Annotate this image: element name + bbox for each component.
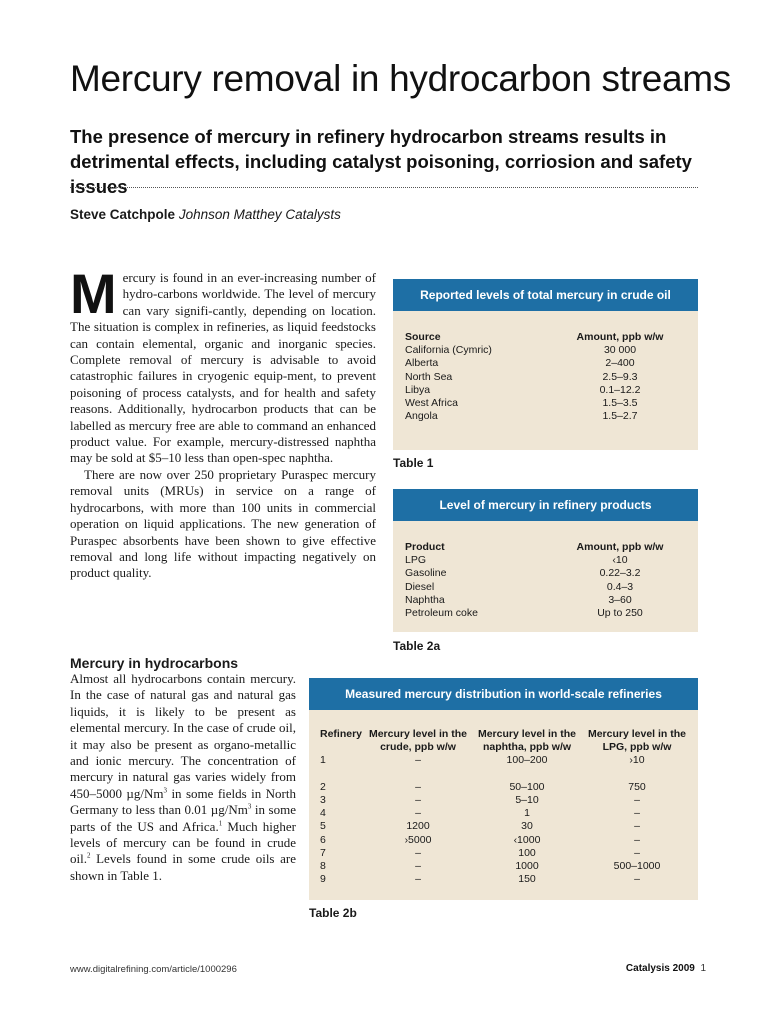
article-title: Mercury removal in hydrocarbon streams (70, 58, 731, 99)
table-cell: ›10 (629, 754, 645, 767)
table-cell: Up to 250 (597, 607, 643, 620)
table-cell: Alberta (405, 357, 439, 370)
table-cell: 1.5–2.7 (602, 410, 638, 423)
table-cell: ‹1000 (513, 833, 541, 846)
table-row (405, 567, 685, 580)
table-row (405, 581, 685, 594)
table-row (405, 410, 685, 423)
table-cell: California (Cymric) (405, 344, 492, 357)
puraspec-paragraph: There are now over 250 proprietary Puraspec mercury removal units (MRUs) in service on a range of hydrocarbons, with more than 100 units in commercial operation on liquid applications. The new generation of Puraspec absorbents have been shown to give effective removal and long life without impacting negatively on product quality. (70, 466, 376, 581)
table-cell: 150 (518, 873, 536, 886)
table-cell: 2 (320, 780, 326, 793)
table-1-title: Reported levels of total mercury in crude oil (393, 279, 698, 311)
table-2b (309, 678, 698, 900)
drop-cap: M (70, 262, 117, 325)
hydrocarbons-column (70, 671, 296, 884)
table-cell: Naphtha (405, 593, 445, 606)
table-cell: – (415, 873, 421, 886)
table-row (320, 820, 690, 833)
table-header: Refinery (320, 728, 363, 740)
table-1-grid (405, 331, 685, 423)
table-cell: – (634, 846, 640, 859)
byline (70, 206, 341, 224)
table-2a-title: Level of mercury in refinery products (393, 489, 698, 521)
table-cell: – (415, 794, 421, 806)
table-cell: Gasoline (405, 567, 447, 580)
table-cell: Angola (405, 410, 438, 423)
footer-magazine: Catalysis 2009 (625, 963, 695, 974)
table-row (405, 594, 685, 607)
article-subtitle: The presence of mercury in refinery hydrocarbon streams results in detrimental effects, including catalyst poisoning, corriosion and safety issues (70, 126, 692, 197)
table-cell: 1000 (515, 860, 539, 873)
table-cell: 5–10 (515, 794, 539, 806)
section-heading: Mercury in hydrocarbons (70, 655, 239, 671)
table-row (405, 607, 685, 620)
table-row (320, 781, 690, 794)
table-header: Mercury level in the LPG, ppb w/w (587, 728, 687, 754)
table-cell: Diesel (405, 580, 435, 593)
table-cell: – (634, 873, 640, 886)
table-cell: 0.4–3 (606, 580, 634, 593)
author-name: Steve Catchpole (70, 207, 176, 222)
hydrocarbons-paragraph: Almost all hydrocarbons contain mercury. In the case of natural gas and natural gas liquids, it is likely to be present as elemental mercury. In the case of crude oil, it may also be present as organo-metallic and ionic mercury. The concentration of mercury in natural gas varies widely from 450–5000 µg/Nm$^3$ in some fields in North Germany to less than 0.01 µg/Nm$^3$ in some parts of the US and Africa.$^1$ Much higher levels of mercury can be found in crude oil.$^2$ Levels found in some crude oils are shown in Table 1. (70, 671, 296, 883)
table-cell: 30 (521, 820, 533, 833)
table-1 (393, 279, 698, 450)
table-header: Mercury level in the naphtha, ppb w/w (477, 728, 577, 754)
table-cell: 0.22–3.2 (599, 567, 641, 580)
table-cell: West Africa (405, 397, 458, 410)
table-cell: ‹10 (612, 554, 628, 567)
table-cell: North Sea (405, 370, 453, 383)
table-cell: 1 (320, 754, 326, 767)
table-cell: 1 (524, 807, 530, 820)
table-cell: 750 (628, 780, 646, 793)
intro-paragraph (70, 262, 376, 467)
table-2b-caption: Table 2b (309, 906, 357, 920)
intro-column (70, 262, 376, 582)
table-row (320, 847, 690, 860)
table-header: Product (405, 541, 445, 553)
table-row (405, 397, 685, 410)
table-spacer-row (320, 768, 690, 781)
table-row (405, 344, 685, 357)
dotted-divider (70, 187, 698, 188)
table-row (405, 384, 685, 397)
author-organization: Johnson Matthey Catalysts (178, 207, 341, 222)
table-cell: ›5000 (404, 833, 432, 846)
table-row (320, 873, 690, 886)
table-row (405, 554, 685, 567)
table-row (320, 754, 690, 767)
table-cell: – (415, 780, 421, 793)
intro-text: ercury is found in an ever-increasing number of hydro-carbons worldwide. The level of mercury can vary signifi-cantly, depending on location. The situation is complex in refineries, as liquid feedstocks can contain elemental, organic and inorganic species. Complete removal of mercury is advisable to avoid catastrophic failures in cryogenic equip-ment, to prevent poisoning of process catalysts, and for health and safety reasons. Additionally, hydrocarbon products that can be labelled as mercury free are able to command an enhanced product value. For example, mercury-distressed naphtha may be sold at $5–10 less than open-spec naphtha. (70, 270, 376, 466)
table-cell: 50–100 (509, 780, 545, 793)
table-cell: – (634, 820, 640, 833)
table-2a-grid (405, 541, 685, 620)
table-cell: 1.5–3.5 (602, 397, 638, 410)
table-row (320, 794, 690, 807)
table-row (405, 357, 685, 370)
table-cell: – (634, 794, 640, 806)
table-cell: 3–60 (608, 593, 632, 606)
table-cell: Petroleum coke (405, 607, 478, 620)
table-cell: – (415, 860, 421, 873)
table-cell: 7 (320, 846, 326, 859)
table-cell: 30 000 (603, 344, 637, 357)
table-cell: 2.5–9.3 (602, 370, 638, 383)
footer-url: www.digitalrefining.com/article/1000296 (70, 964, 237, 975)
table-cell: 500–1000 (613, 860, 661, 873)
footer-publication (626, 963, 706, 974)
table-cell: 8 (320, 860, 326, 873)
table-header: Source (405, 331, 441, 343)
table-cell: 100 (518, 846, 536, 859)
table-row (405, 371, 685, 384)
table-2b-grid (320, 728, 690, 886)
table-row (320, 834, 690, 847)
table-cell: – (415, 807, 421, 820)
table-header: Amount, ppb w/w (576, 541, 664, 553)
table-cell: 0.1–12.2 (599, 383, 641, 396)
table-cell: 5 (320, 820, 326, 833)
table-cell: – (634, 807, 640, 820)
table-header: Amount, ppb w/w (576, 331, 664, 343)
table-cell: 1200 (406, 820, 430, 833)
table-cell: – (634, 833, 640, 846)
table-header: Mercury level in the crude, ppb w/w (368, 728, 468, 754)
table-1-caption: Table 1 (393, 456, 434, 470)
table-row (320, 860, 690, 873)
table-cell: – (415, 846, 421, 859)
table-cell: 100–200 (506, 754, 548, 767)
table-cell: – (415, 754, 421, 767)
page-number: 1 (700, 963, 706, 974)
table-cell: 2–400 (605, 357, 635, 370)
table-row (320, 807, 690, 820)
table-2a-caption: Table 2a (393, 639, 441, 653)
table-cell: Libya (405, 383, 431, 396)
table-cell: 9 (320, 873, 326, 886)
table-cell: LPG (405, 554, 427, 567)
table-cell: 3 (320, 794, 326, 806)
table-2a (393, 489, 698, 632)
table-2b-title: Measured mercury distribution in world-scale refineries (309, 678, 698, 710)
table-cell: 4 (320, 807, 326, 820)
table-cell: 6 (320, 833, 326, 846)
